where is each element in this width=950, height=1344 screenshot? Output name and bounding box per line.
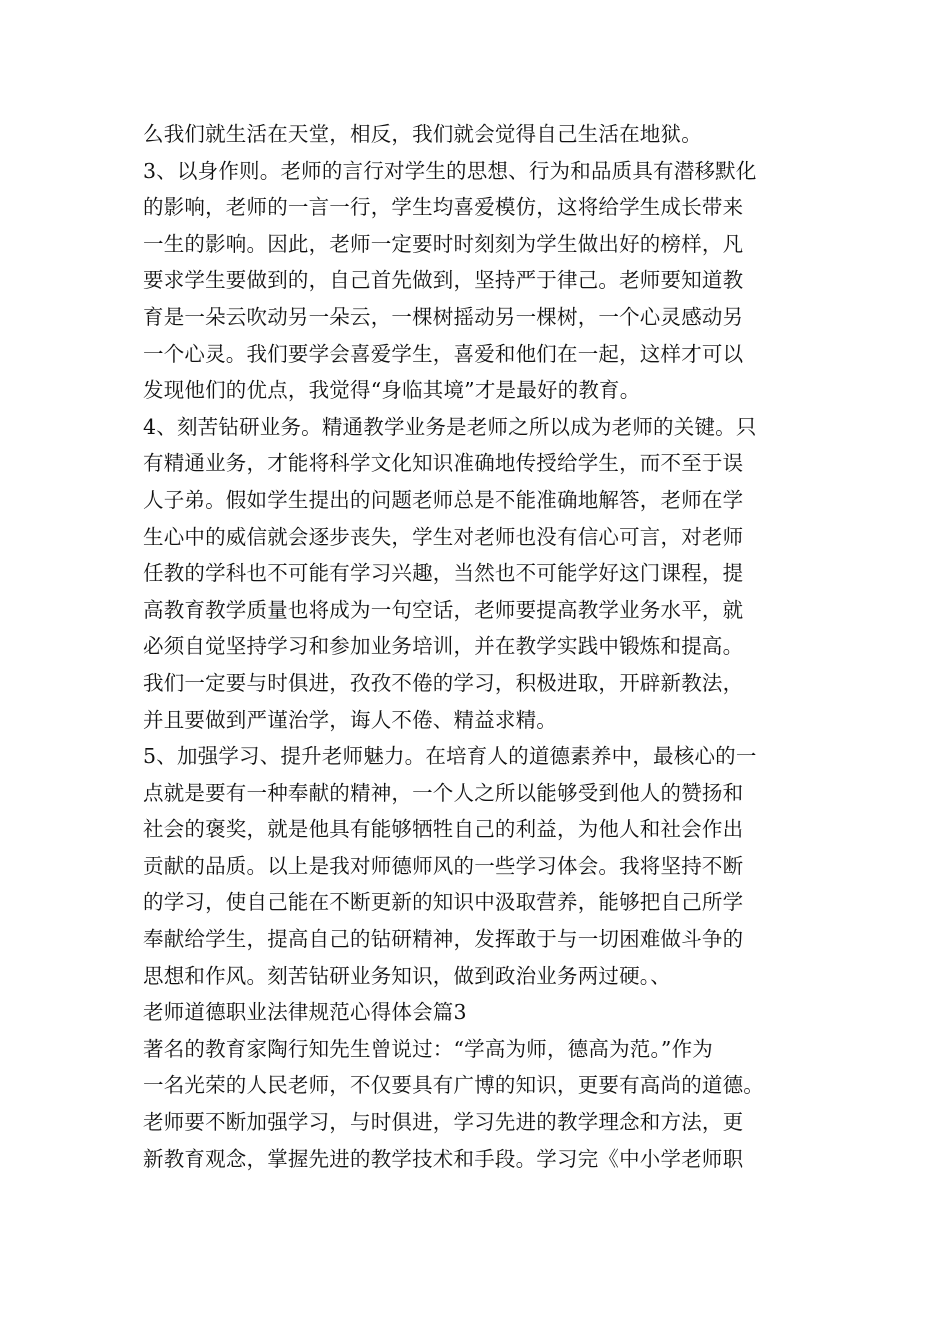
text-line: 么我们就生活在天堂，相反，我们就会觉得自己生活在地狱。	[143, 122, 702, 146]
text-line: 并且要做到严谨治学，诲人不倦、精益求精。	[143, 707, 557, 732]
text-line: 必须自觉坚持学习和参加业务培训，并在教学实践中锻炼和提高。	[143, 634, 744, 659]
text-line: 思想和作风。刻苦钻研业务知识，做到政治业务两过硬。、	[143, 963, 671, 988]
text-line: 老师要不断加强学习，与时俱进，学习先进的教学理念和方法，更	[143, 1110, 744, 1135]
text-line: 发现他们的优点，我觉得“身临其境”才是最好的教育。	[143, 378, 641, 403]
text-line: 一生的影响。因此，老师一定要时时刻刻为学生做出好的榜样，凡	[143, 231, 744, 256]
text-line: 的影响，老师的一言一行，学生均喜爱模仿，这将给学生成长带来	[143, 195, 744, 220]
text-line: 人子弟。假如学生提出的问题老师总是不能准确地解答，老师在学	[143, 487, 744, 512]
text-line: 要求学生要做到的，自己首先做到，坚持严于律己。老师要知道教	[143, 268, 744, 293]
text-line: 有精通业务，才能将科学文化知识准确地传授给学生，而不至于误	[143, 451, 744, 476]
text-line: 社会的褒奖，就是他具有能够牺牲自己的利益，为他人和社会作出	[143, 817, 744, 842]
text-line: 一名光荣的人民老师，不仅要具有广博的知识，更要有高尚的道德。	[143, 1073, 764, 1098]
text-line: 贡献的品质。以上是我对师德师风的一些学习体会。我将坚持不断	[143, 853, 744, 878]
section-heading: 老师道德职业法律规范心得体会篇3	[143, 1000, 467, 1025]
text-line: 生心中的威信就会逐步丧失，学生对老师也没有信心可言，对老师	[143, 524, 744, 549]
text-line: 一个心灵。我们要学会喜爱学生，喜爱和他们在一起，这样才可以	[143, 341, 744, 366]
text-line: 5、加强学习、提升老师魅力。在培育人的道德素养中，最核心的一	[143, 744, 757, 769]
text-line: 奉献给学生，提高自己的钻研精神，发挥敢于与一切困难做斗争的	[143, 927, 744, 952]
text-line: 我们一定要与时俱进，孜孜不倦的学习，积极进取，开辟新教法，	[143, 670, 744, 695]
text-line: 4、刻苦钻研业务。精通教学业务是老师之所以成为老师的关键。只	[143, 414, 757, 439]
text-line: 著名的教育家陶行知先生曾说过：“学高为师，德高为范。”作为	[143, 1036, 714, 1061]
text-line: 3、以身作则。老师的言行对学生的思想、行为和品质具有潜移默化	[143, 158, 757, 183]
text-line: 任教的学科也不可能有学习兴趣，当然也不可能学好这门课程，提	[143, 561, 744, 586]
text-line: 新教育观念，掌握先进的教学技术和手段。学习完《中小学老师职	[143, 1146, 744, 1171]
text-line: 育是一朵云吹动另一朵云，一棵树摇动另一棵树，一个心灵感动另	[143, 304, 744, 329]
document-body	[143, 116, 823, 1177]
text-line: 高教育教学质量也将成为一句空话，老师要提高教学业务水平，就	[143, 597, 744, 622]
text-line: 点就是要有一种奉献的精神，一个人之所以能够受到他人的赞扬和	[143, 780, 744, 805]
text-line: 的学习，使自己能在不断更新的知识中汲取营养，能够把自己所学	[143, 890, 744, 915]
